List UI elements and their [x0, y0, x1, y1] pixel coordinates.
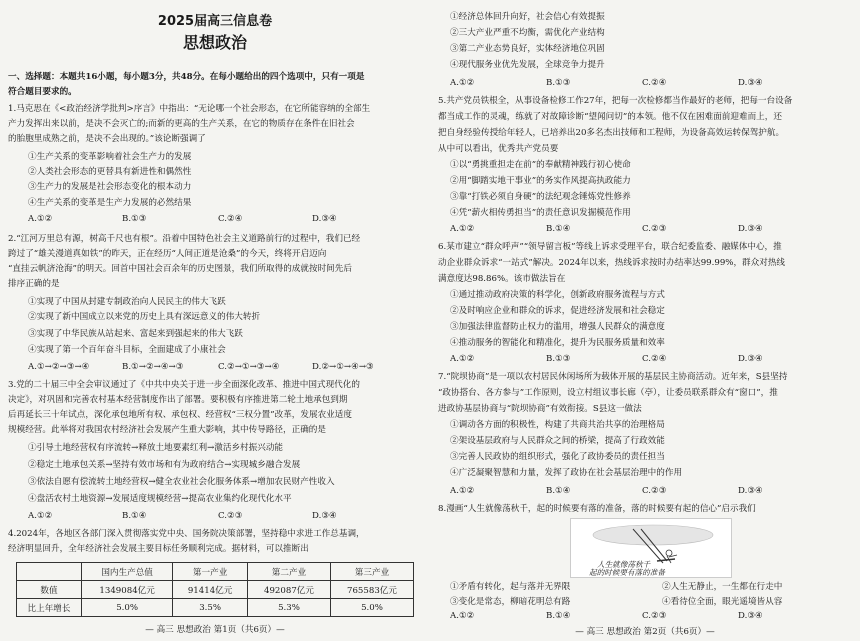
answer-option: A.①→②→③→④ [28, 362, 90, 372]
answer-option: C.②④ [642, 78, 667, 88]
question-line: “直挂云帆济沧海”的明天。回首中国社会百余年的历史图景，我们所取得的成就按时间先后 [8, 264, 352, 274]
page-footer: — 高三 思想政治 第2页（共6页）— [575, 627, 715, 637]
statement-line: ②及时响应企业和群众的诉求，促进经济发展和社会稳定 [450, 306, 665, 316]
statement-line: ②人类社会形态的更替具有新进性和偶然性 [28, 167, 192, 177]
economy-stats-table [16, 562, 414, 617]
statement-line: ①通过推动政府决策的科学化，创新政府服务流程与方式 [450, 290, 665, 300]
table-cell: 492087亿元 [247, 581, 330, 599]
answer-option: B.①③ [546, 354, 571, 364]
answer-option: B.①→②→④→③ [122, 362, 184, 372]
question-line: 动企业群众诉求“一站式”解决。2024年以来，热线诉求按时办结率达99.99%，群众对热线 [438, 258, 786, 268]
question-line: 8.漫画“人生就像荡秋千，起的时候要有落的准备，落的时候要有起的信心”启示我们 [438, 504, 756, 514]
statement-line: ④凭“薪火相传勇担当”的责任意识发掘模范作用 [450, 208, 631, 218]
statement-line: ③生产力的发展是社会形态变化的根本动力 [28, 182, 192, 192]
question-line: 进政协基层协商与“院坝协商”有效衔接。S县这一做法 [438, 404, 642, 414]
answer-option: A.①② [450, 354, 475, 364]
instruction-line: 一、选择题：本题共16小题，每小题3分，共48分。在每小题给出的四个选项中，只有一项是 [8, 72, 365, 82]
statement-line: ①引导土地经营权有序流转→释放土地要素红利→激活乡村振兴动能 [28, 443, 284, 453]
statement-line: ②用“脚踏实地干事业”的务实作风提高执政能力 [450, 176, 631, 186]
statement-line: ①矛盾有转化，起与落并无界限 [450, 582, 571, 592]
statement-line: ④看待位全面，眼光遥境皆从容 [662, 597, 783, 607]
statement-line: ①以“勇挑重担走在前”的奉献精神践行初心使命 [450, 160, 631, 170]
question-line: 6.某市建立“群众呼声”“领导留言板”等线上诉求受理平台，联合纪委监委、融媒体中心，推 [438, 242, 782, 252]
answer-option: D.③④ [312, 511, 337, 521]
cartoon-caption: 起的时候要有落的准备 [589, 568, 665, 577]
statement-line: ①经济总体回升向好，社会信心有效提振 [450, 12, 605, 22]
statement-line: ④推动服务的智能化和精准化，提升为民服务质量和效率 [450, 338, 665, 348]
answer-option: D.③④ [738, 611, 763, 621]
table-header-cell: 第三产业 [330, 563, 413, 581]
question-line: 7.“院坝协商”是一项以农村居民休闲场所为载体开展的基层民主协商活动。近年来，S县坚持 [438, 372, 788, 382]
question-line: 从中可以看出，优秀共产党员要 [438, 144, 559, 154]
table-header-row [17, 563, 414, 581]
answer-option: D.③④ [312, 214, 337, 224]
table-row [17, 599, 414, 617]
statement-line: ③实现了中华民族从站起来、富起来到强起来的伟大飞跃 [28, 329, 243, 339]
question-line: 跨过了“雄关漫道真如铁”的昨天，正在经历“人间正道是沧桑”的今天，终将开启迈向 [8, 249, 327, 259]
answer-option: D.③④ [738, 224, 763, 234]
statement-line: ④生产关系的变革是生产力发展的必然结果 [28, 198, 192, 208]
answer-option: C.②④ [218, 214, 243, 224]
statement-line: ②人生无静止，一生都在行走中 [662, 582, 783, 592]
page-footer: — 高三 思想政治 第1页（共6页）— [145, 625, 285, 635]
exam-title: 2025届高三信息卷 [157, 14, 273, 29]
answer-option: A.①② [28, 511, 53, 521]
swing-cartoon [570, 518, 732, 578]
answer-option: D.②→①→④→③ [312, 362, 374, 372]
statement-line: ③变化是常态，柳暗花明总有路 [450, 597, 571, 607]
exam-page-2 [430, 0, 860, 641]
answer-option: D.③④ [738, 78, 763, 88]
table-cell: 5.3% [247, 599, 330, 617]
question-line: 后再延长三十年试点，深化承包地所有权、承包权、经营权“三权分置”改革，发展农业适度 [8, 410, 352, 420]
statement-line: ③完善人民政协的组织形式，强化了政协委员的责任担当 [450, 452, 665, 462]
table-header-cell: 第二产业 [247, 563, 330, 581]
answer-option: B.①③ [122, 214, 147, 224]
table-cell: 数值 [17, 581, 82, 599]
table-cell: 1349084亿元 [82, 581, 173, 599]
statement-line: ③加强法律监督防止权力的滥用，增强人民群众的满意度 [450, 322, 665, 332]
table-cell: 5.0% [330, 599, 413, 617]
answer-option: C.②③ [642, 611, 667, 621]
answer-option: A.①② [450, 224, 475, 234]
statement-line: ②稳定土地承包关系→坚持有效市场和有为政府结合→实现城乡融合发展 [28, 460, 301, 470]
statement-line: ①生产关系的变革影响着社会生产力的发展 [28, 152, 192, 162]
question-line: 5.共产党员铁根全，从事设备检修工作27年，把每一次检修都当作最好的老师，把每一台设备 [438, 96, 793, 106]
answer-option: B.①④ [546, 486, 571, 496]
table-cell: 比上年增长 [17, 599, 82, 617]
statement-line: ③第二产业态势良好，实体经济地位巩固 [450, 44, 605, 54]
table-cell: 91414亿元 [173, 581, 248, 599]
question-line: 规模经营。此举将对我国农村经济社会发展产生重大影响，其中传导路径，正确的是 [8, 425, 326, 435]
question-line: 3.党的二十届三中全会审议通过了《中共中央关于进一步全面深化改革、推进中国式现代化的 [8, 380, 360, 390]
question-line: 1.马克思在《<政治经济学批判>序言》中指出：“无论哪一个社会形态，在它所能容纳的全部生 [8, 104, 371, 114]
question-line: 的胎胞里成熟之前，是决不会出现的。”该论断强调了 [8, 134, 206, 144]
question-line: 决定》，对巩固和完善农村基本经营制度作出了部署。要积极有序推进第二轮土地承包到期 [8, 395, 348, 405]
question-line: “政协搭台、各方参与”工作原则，设立村组议事长廊（亭），让委员联系群众有“窗口”，推 [438, 388, 778, 398]
table-row [17, 581, 414, 599]
answer-option: A.①② [28, 214, 53, 224]
statement-line: ③依法自愿有偿流转土地经营权→健全农业社会化服务体系→增加农民财产性收入 [28, 477, 335, 487]
cartoon-caption: 人生就像荡秋千 [597, 560, 651, 569]
table-header-cell: 国内生产总值 [82, 563, 173, 581]
statement-line: ①实现了中国从封建专制政治向人民民主的伟大飞跃 [28, 297, 226, 307]
table-cell: 5.0% [82, 599, 173, 617]
answer-option: A.①② [450, 486, 475, 496]
answer-option: B.①④ [122, 511, 147, 521]
question-line: 产力发挥出来以前，是决不会灭亡的;而新的更高的生产关系，在它的物质存在条件在旧社会 [8, 119, 355, 129]
question-line: 经济明显回升，全年经济社会发展主要目标任务顺利完成。据材料，可以推断出 [8, 544, 309, 554]
statement-line: ④实现了第一个百年奋斗目标，全面建成了小康社会 [28, 345, 226, 355]
question-line: 排序正确的是 [8, 279, 60, 289]
answer-option: B.①④ [546, 611, 571, 621]
table-header-cell [17, 563, 82, 581]
statement-line: ②实现了新中国成立以来党的历史上具有深远意义的伟大转折 [28, 312, 261, 322]
answer-option: C.②③ [642, 224, 667, 234]
question-line: 4.2024年，各地区各部门深入贯彻落实党中央、国务院决策部署，坚持稳中求进工作总基调， [8, 529, 365, 539]
instruction-line: 符合题目要求的。 [8, 87, 77, 97]
question-line: 都当成工作的灵魂，练就了对故障诊断“望闻问切”的本领。他不仅在困难面前迎难而上，还 [438, 112, 782, 122]
subject-title: 思想政治 [182, 33, 247, 52]
table-cell: 765583亿元 [330, 581, 413, 599]
question-line: 满意度达98.86%。该市做法旨在 [438, 274, 566, 284]
answer-option: B.①③ [546, 78, 571, 88]
table-header-cell: 第一产业 [173, 563, 248, 581]
statement-line: ②架设基层政府与人民群众之间的桥梁，提高了行政效能 [450, 436, 665, 446]
answer-option: A.①② [450, 78, 475, 88]
answer-option: D.③④ [738, 486, 763, 496]
answer-option: C.②③ [642, 486, 667, 496]
statement-line: ②三大产业严重不均衡，需优化产业结构 [450, 28, 605, 38]
question-line: 把自身经验传授给年轻人，已培养出20多名杰出技师和工程师，为设备高效运转保驾护航。 [438, 128, 785, 138]
question-line: 2.“江河万里总有源，树高千尺也有根”。沿着中国特色社会主义道路前行的过程中，我们已经 [8, 234, 361, 244]
statement-line: ④盘活农村土地资源→发展适度规模经营→提高农业集约化现代化水平 [28, 494, 292, 504]
answer-option: C.②③ [218, 511, 243, 521]
statement-line: ③靠“打铁必须自身硬”的法纪观念锤炼党性修养 [450, 192, 631, 202]
answer-option: D.③④ [738, 354, 763, 364]
table-cell: 3.5% [173, 599, 248, 617]
answer-option: C.②→①→③→④ [218, 362, 280, 372]
answer-option: B.①④ [546, 224, 571, 234]
answer-option: C.②④ [642, 354, 667, 364]
statement-line: ④广泛凝聚智慧和力量，发挥了政协在社会基层治理中的作用 [450, 468, 683, 478]
answer-option: A.①② [450, 611, 475, 621]
statement-line: ④现代服务业优先发展，全球竞争力提升 [450, 60, 605, 70]
statement-line: ①调动各方面的积极性，构建了共商共治共享的治理格局 [450, 420, 665, 430]
